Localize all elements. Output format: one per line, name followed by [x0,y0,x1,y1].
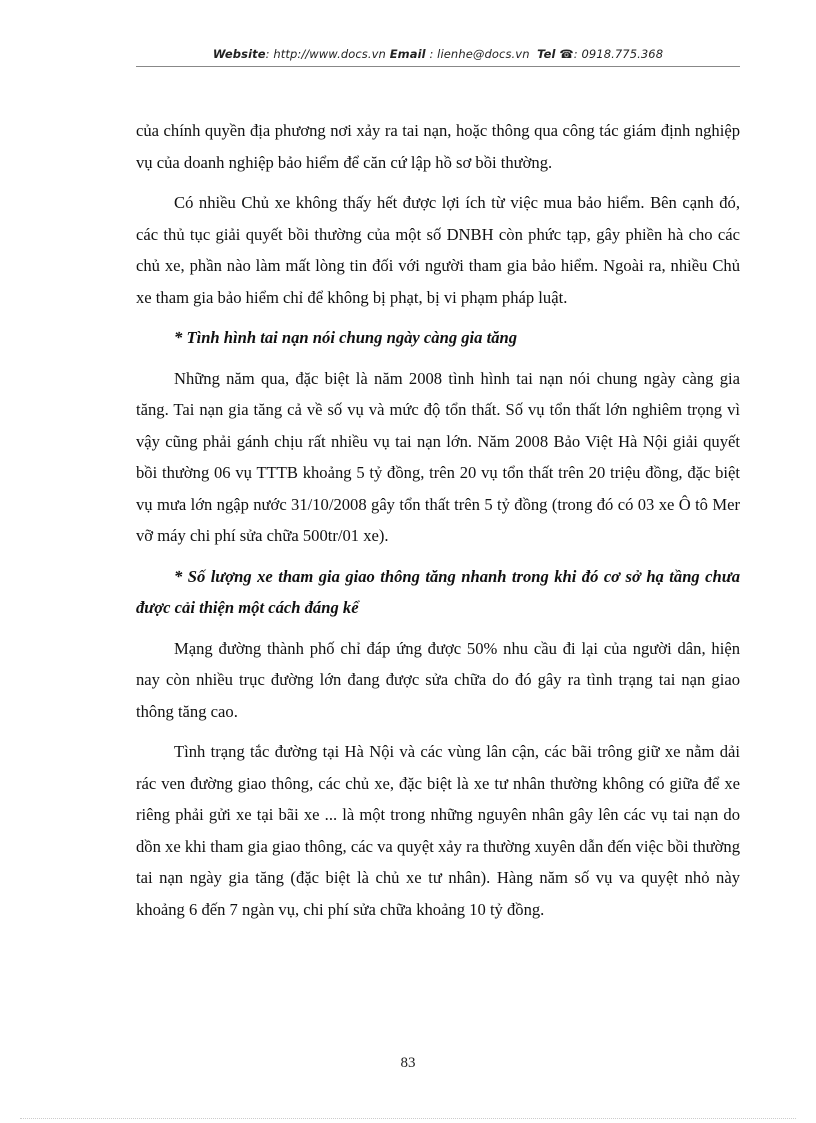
page-number: 83 [400,1055,416,1071]
paragraph: Có nhiều Chủ xe không thấy hết được lợi ích từ việc mua bảo hiểm. Bên cạnh đó, các thủ tục giải quyết bồi thường của một số DNBH còn phức tạp, gây phiền hà cho các chủ xe, phần nào làm mất lòng tin đối với người tham gia bảo hiểm. Ngoài ra, nhiều Chủ xe tham gia bảo hiểm chỉ để không bị phạt, bị vi phạm pháp luật. [136,193,740,307]
website-label: Website [212,47,266,61]
email-label: Email [389,47,426,61]
website-value: : http://www.docs.vn [265,47,386,61]
paragraph: Mạng đường thành phố chỉ đáp ứng được 50% nhu cầu đi lại của người dân, hiện nay còn nhiều trục đường lớn đang được sửa chữa do đó gây ra tình trạng tai nạn giao thông tăng cao. [136,638,740,721]
document-body [136,115,740,934]
phone-icon: ☎ [559,47,574,61]
section-heading: * Tình hình tai nạn nói chung ngày càng gia tăng [174,328,518,347]
tel-value: : 0918.775.368 [573,47,664,61]
footer-divider [20,1118,796,1119]
tel-label: Tel [537,47,556,61]
section-heading: * Số lượng xe tham gia giao thông tăng nhanh trong khi đó cơ sở hạ tầng chưa được cải thiện một cách đáng kể [136,566,740,617]
paragraph: Tình trạng tắc đường tại Hà Nội và các vùng lân cận, các bãi trông giữ xe nằm dải rác ven đường giao thông, các chủ xe, đặc biệt là xe tư nhân thường không có giữa để xe riêng phải gửi xe tại bãi xe ... là một trong những nguyên nhân gây lên các vụ tai nạn do dồn xe khi tham gia giao thông, các va quyệt xảy ra thường xuyên dẫn đến việc bồi thường tai nạn ngày gia tăng (đặc biệt là chủ xe tư nhân). Hàng năm số vụ va quyệt nhỏ này khoảng 6 đến 7 ngàn vụ, chi phí sửa chữa khoảng 10 tỷ đồng. [136,742,740,919]
paragraph: Những năm qua, đặc biệt là năm 2008 tình hình tai nạn nói chung ngày càng gia tăng. Tai nạn gia tăng cả về số vụ và mức độ tổn thất. Số vụ tổn thất lớn nghiêm trọng vì vậy cũng phải gánh chịu rất nhiều vụ tai nạn lớn. Năm 2008 Bảo Việt Hà Nội giải quyết bồi thường 06 vụ TTTB khoảng 5 tỷ đồng, trên 20 vụ tổn thất trên 20 triệu đồng, đặc biệt vụ mưa lớn ngập nước 31/10/2008 gây tổn thất trên 5 tỷ đồng (trong đó có 03 xe Ô tô Mer vỡ máy chi phí sửa chữa 500tr/01 xe). [136,368,740,545]
page-header [136,47,740,61]
email-value: : lienhe@docs.vn [429,47,530,61]
header-divider [136,66,740,67]
paragraph: của chính quyền địa phương nơi xảy ra tai nạn, hoặc thông qua công tác giám định nghiệp vụ của doanh nghiệp bảo hiểm để căn cứ lập hồ sơ bồi thường. [136,121,740,172]
